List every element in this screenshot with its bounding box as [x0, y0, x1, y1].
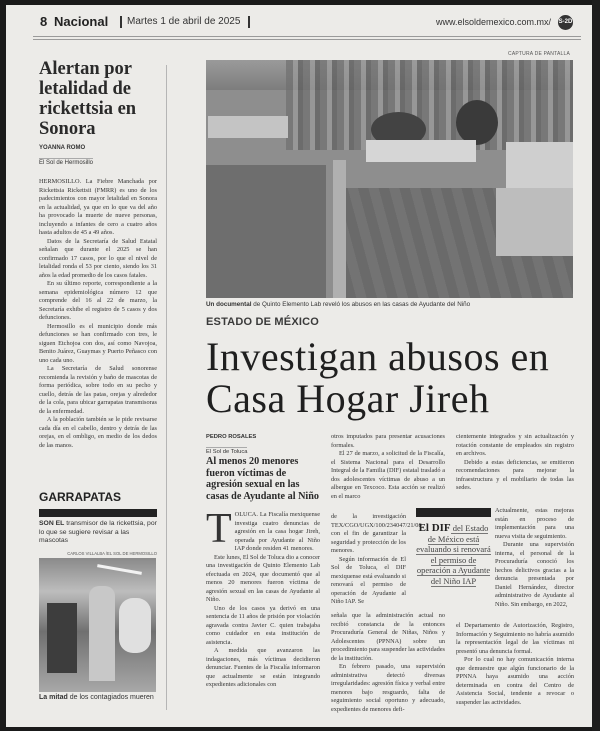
photo-shape	[333, 160, 346, 298]
header-rule	[33, 39, 581, 40]
paragraph: La Secretaría de Salud sonorense recomienda la revisión y baño de mascotas de forma periódica, sobre todo en su pecho y cuello, detrás de las patas, orejas y alrededor de la cola, para ubicar garrapatas transmisoras de la enfermedad.	[39, 365, 157, 415]
pull-quote-bar	[416, 508, 491, 517]
drop-cap: T	[206, 506, 232, 552]
article-author: PEDRO ROSALES	[206, 434, 257, 440]
side-article-source: El Sol de Hermosillo	[39, 160, 94, 166]
paragraph: cientemente integrados y sin actualización y rotación constante de empleados sin registro en archivos.	[456, 433, 574, 457]
article-column-3-bottom	[456, 622, 574, 707]
paragraph: Por lo cual no hay comunicación interna que demuestre que algún funcionario de la PPNNA haya asumido una acción determinada en contra del Centro de Asistencia Social, tendente a revocar o suspender las actividades.	[456, 656, 574, 706]
section-name: Nacional	[54, 14, 109, 29]
page-number: 8	[40, 14, 48, 29]
paragraph	[206, 506, 320, 554]
side-article-body	[39, 178, 157, 450]
side-photo-caption	[39, 694, 154, 701]
pull-quote-text	[416, 523, 491, 586]
paragraph: Según información de El Sol de Toluca, el DIF mexiquense está evaluando si renovará el permiso de operación de Ayudante al Niño IAP. Se	[331, 555, 406, 605]
paragraph: A medida que avanzaron las indagaciones, más víctimas decidieron denunciar. Fuentes de la Fiscalía informaron que actualmente se están integrando expedientes adicionales con	[206, 647, 320, 688]
photo-shape	[97, 564, 142, 575]
photo-shape	[366, 140, 476, 162]
article-byline	[206, 434, 256, 458]
box-text	[39, 520, 157, 546]
caption-text: de los contagiados mueren	[67, 694, 154, 701]
website-url[interactable]: www.elsoldemexico.com.mx/	[435, 17, 551, 27]
caption-text: de Quinto Elemento Lab reveló los abusos en las casas de Ayudante del Niño	[251, 301, 471, 308]
side-article-photo	[39, 558, 156, 692]
article-column-3-wrap	[495, 507, 574, 609]
article-column-2-wrap	[331, 513, 424, 607]
article-kicker: ESTADO DE MÉXICO	[206, 316, 320, 328]
paragraph: HERMOSILLO. La Fiebre Manchada por Rickettsia Rickettsii (FMRR) es uno de los padecimientos con mayor letalidad en Sonora en la actualidad, ya que en lo que va del año ha provocado la muerte de nueve personas, incluyendo a infantes de cero a cuatro años hasta adultos de 45 a 49 años.	[39, 178, 157, 236]
page-edge	[592, 0, 600, 731]
header-separator	[248, 16, 250, 28]
pull-quote-lead: El DIF	[418, 522, 451, 534]
article-column-1	[206, 506, 320, 690]
paragraph: el Departamento de Autorización, Registro, Información y Seguimiento no habría asumido la representación legal de las víctimas ni presentó una denuncia formal.	[456, 622, 574, 655]
article-source: El Sol de Toluca	[206, 449, 248, 455]
box-lead: SON EL	[39, 520, 65, 527]
column-divider	[166, 65, 167, 710]
photo-credit: CARLOS VILLALBA /EL SOL DE HERMOSILLO	[67, 551, 157, 556]
side-article-header	[39, 59, 157, 169]
paragraph: otros imputados para presentar acusaciones formales.	[331, 433, 445, 449]
paragraph: El 27 de marzo, a solicitud de la Fiscalía, el Sistema Nacional para el Desarrollo Integral de la Familia (DIF) estatal trasladó a dos adolescentes víctimas de abuso a un albergue en Texcoco. Esta acción se realizó en el marco	[331, 450, 445, 500]
side-article-author: YOANNA ROMO	[39, 145, 86, 151]
pull-quote	[416, 508, 491, 586]
paragraph: A la población también se le pide revisarse cada día en el cabello, dentro y detrás de las orejas, en el ombligo, en medio de los dedos de las manos.	[39, 416, 157, 449]
article-column-2-bottom	[331, 612, 445, 714]
photo-shape	[206, 165, 326, 298]
paragraph: Durante una supervisión interna, el personal de la Procuraduría conoció los hechos delictivos gracias a la denuncia presentada por Daniel Hernández, director administrativo de Ayudante al Niño. Sin embargo, en 2022,	[495, 541, 574, 608]
article-column-3	[456, 433, 574, 493]
photo-shape	[286, 60, 573, 150]
header-rule	[33, 36, 581, 37]
box-title: GARRAPATAS	[39, 490, 121, 504]
pull-quote-body: del Estado de México está evaluando si renovará el permiso de operación a Ayudante del Niño IAP	[416, 523, 491, 586]
photo-shape	[456, 100, 498, 145]
paragraph: Este lunes, El Sol de Toluca dio a conocer una investigación de Quinto Elemento Lab efectuada en 2024, que documentó que al menos 20 menores fueron víctima de agresión sexual en las casas de Ayudante al Niño.	[206, 553, 320, 603]
photo-shape	[89, 586, 115, 681]
photo-shape	[506, 142, 573, 192]
article-column-2	[331, 433, 445, 501]
photo-credit: CAPTURA DE PANTALLA	[508, 51, 570, 57]
paragraph: Hermosillo es el municipio donde más defunciones se han confirmado con tres, le siguen Etchojoa con dos, así como Navojoa, Benito Juárez, Guaymas y Puerto Peñasco con uno cada uno.	[39, 322, 157, 364]
issue-date: Martes 1 de abril de 2025	[127, 16, 241, 27]
page-header	[40, 12, 575, 32]
photo-shape	[208, 116, 288, 138]
article-headline: Investigan abusos en Casa Hogar Jireh	[206, 334, 550, 421]
side-article-title: Alertan por letalidad de rickettsia en Sonora	[39, 59, 137, 139]
paragraph: de la investigación TEX/CGO/UGX/100/234047/21/08, con el fin de garantizar la seguridad y protección de los menores.	[331, 513, 424, 554]
paragraph: Datos de la Secretaría de Salud Estatal señalan que durante el 2025 se han confirmado 17 casos, por lo que el nivel de letalidad ronda el 53 por ciento, siendo los 31 años la edad promedio de los casos fatales.	[39, 237, 157, 279]
box-bar	[39, 509, 157, 517]
header-separator	[120, 16, 122, 28]
paragraph: Debido a estas deficiencias, se emitieron recomendaciones para mejorar la infraestructura y el mobiliario de todas las sedes.	[456, 458, 574, 491]
photo-shape	[496, 188, 573, 256]
paragraph: señala que la administración actual no recibió constancia de la entonces Procuraduría General de Niñas, Niños y Adolescentes (PPNNA) sobre un procedimiento para suspender las actividades de la institución.	[331, 612, 446, 662]
main-photo-caption	[206, 301, 470, 308]
paragraph: Uno de los casos ya derivó en una sentencia de 11 años de prisión por violación agravada contra Javier C. quien trabajaba como cuidador en esta institución de asistencia.	[206, 604, 320, 646]
caption-lead: Un documental	[206, 301, 252, 308]
photo-shape	[47, 603, 77, 673]
photo-shape	[119, 598, 151, 653]
main-article-photo	[206, 60, 573, 298]
paragraph-text: OLUCA. La Fiscalía mexiquense investiga cuatro denuncias de agresión en la casa hogar Jireh, operada por Ayudante al Niño IAP donde residen 41 menores.	[234, 511, 320, 552]
edition-badge-icon: S-2D	[558, 15, 573, 30]
caption-lead: La mitad	[39, 694, 68, 701]
paragraph: Actualmente, estas mejoras están en proceso de implementación para una nueva visita de seguimiento.	[495, 507, 574, 540]
box-body: transmisor de la rickettsia, por lo que se sugiere revisar a las mascotas	[39, 520, 157, 544]
paragraph: En febrero pasado, una supervisión administrativa detectó diversas irregularidades: agresión física y verbal entre menores bajo resguardo, falta de seguimiento social oportuno y adecuado, expedientes de menores defi-	[331, 663, 445, 713]
article-subhead: Al menos 20 menores fueron víctimas de agresión sexual en las casas de Ayudante al Niño	[206, 456, 320, 502]
paragraph: En su último reporte, correspondiente a la semana epidemiológica número 12 que comprende del 16 al 22 de marzo, la Secretaría exhibe el registro de 5 casos y dos defunciones.	[39, 280, 157, 321]
